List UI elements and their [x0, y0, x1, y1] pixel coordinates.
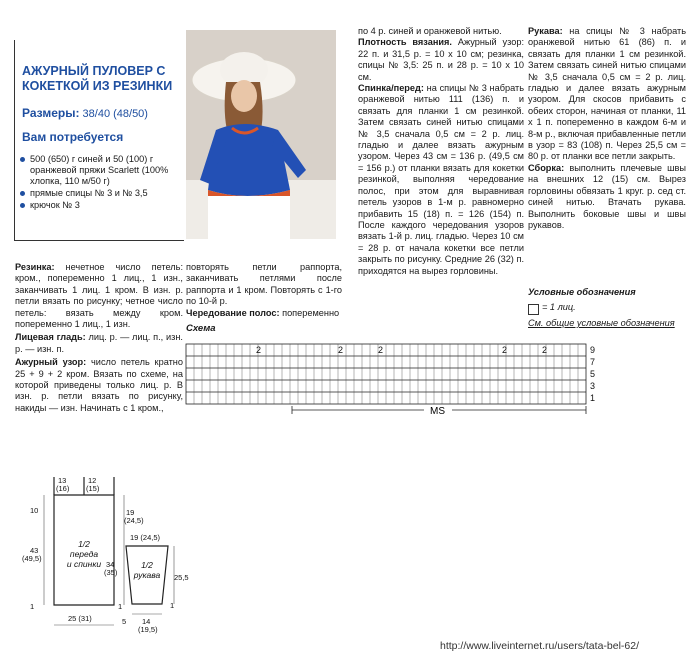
dim-left-main-alt: (49,5): [22, 554, 42, 563]
dim-sleeve-right-bottom: 1: [170, 601, 175, 610]
text-column-2: [186, 262, 342, 319]
term-rib: Резинка:: [15, 262, 55, 272]
legend-link[interactable]: См. общие условные обозначения: [528, 318, 675, 328]
dim-top-right: 12: [88, 476, 97, 485]
ms-label: MS: [430, 406, 445, 417]
para-gauge: [358, 37, 524, 83]
term-assembly: Сборка:: [528, 162, 565, 173]
term-lace: Ажурный узор:: [15, 357, 87, 368]
dim-right-bottom: 1: [118, 602, 123, 611]
repeat-mark-1: 2: [256, 345, 262, 355]
text-column-3: [358, 26, 524, 277]
text-rib: нечетное число петель: кром., попеременно 1 лиц., 1 изн., заканчивать 1 лиц. 1 кром. В изн. р. петли вязать по рисунку; четное число петель: вязать между кром. попеременно 1 лиц., 1 изн.: [15, 262, 183, 330]
dim-sleeve-bottom: 14: [142, 617, 151, 626]
dim-sleeve-bottom-alt: (19,5): [138, 625, 158, 634]
dim-top-left-alt: (16): [56, 484, 70, 493]
dim-right-top: 19: [126, 508, 135, 517]
para-back-front: [358, 83, 524, 277]
para-stripes: [186, 308, 342, 319]
dim-right-mid: 34: [106, 560, 115, 569]
repeat-mark-2: 2: [338, 345, 344, 355]
body-label-1: 1/2: [78, 539, 90, 549]
needs-item-needles: прямые спицы № 3 и № 3,5: [18, 188, 183, 199]
legend-knit-text: = 1 лиц.: [542, 302, 576, 312]
text-sleeves: на спицы № 3 набрать оранжевой нитью 61 (86) п. и связать для планки 1 см резинкой. Затем связать синей нитью спицами № 3,5 сначала 0,5 см = 2 р. лиц. гладью и далее вязать ажурным узором. Для скосов прибавить с обеих сторон, начиная от планки, 11 х 1 п. попеременно в каждом 6-м и 8-м р., включая прибавленные петли в узор = 83 (108) п. Через 25,5 см = 80 р. от планки все петли закрыть.: [528, 26, 686, 162]
row-num-1: 1: [590, 393, 596, 403]
text-column-1: [15, 262, 183, 414]
dim-bottom: 25 (31): [68, 614, 92, 623]
needs-item-yarn: 500 (650) г синей и 50 (100) г оранжевой пряжи Scarlett (100% хлопка, 110 м/50 г): [18, 154, 183, 187]
knitting-chart: [184, 338, 604, 418]
header-divider-horizontal: [14, 240, 184, 241]
row-num-9: 9: [590, 345, 596, 355]
row-num-3: 3: [590, 381, 596, 391]
dim-top-left: 13: [58, 476, 67, 485]
text-stripes: попеременно: [279, 307, 340, 318]
dim-left-main: 43: [30, 546, 39, 555]
text-assembly: выполнить плечевые швы на внешних 12 (15) см. Вырез горловины обвязать 1 круг. р. сед ст. синей нитью. Втачать рукава. Выполнить боковые швы и швы рукавов.: [528, 162, 686, 230]
para-sleeves: [528, 26, 686, 163]
schema-label: Схема: [186, 323, 216, 334]
repeat-mark-5: 2: [542, 345, 548, 355]
dim-top-right-alt: (15): [86, 484, 100, 493]
sizes-label: Размеры:: [22, 106, 80, 120]
term-sleeves: Рукава:: [528, 26, 563, 36]
repeat-mark-3: 2: [378, 345, 384, 355]
row-num-5: 5: [590, 369, 596, 379]
body-label-3: и спинки: [66, 559, 102, 569]
row-num-7: 7: [590, 357, 596, 367]
para-repeat: повторять петли раппорта, заканчивать петлями после раппорта и 1 кром. Повторять с 1-го по 10-й р.: [186, 262, 342, 307]
needs-list: [18, 154, 183, 212]
page-title: АЖУРНЫЙ ПУЛОВЕР С КОКЕТКОЙ ИЗ РЕЗИНКИ: [22, 64, 173, 93]
text-gauge: Ажурный узор: 22 п. и 31,5 р. = 10 х 10 см; резинка, спицы № 3,5: 25 п. и 28 р. = 10 х 10 см.: [358, 37, 524, 82]
para-assembly: [528, 163, 686, 231]
term-gauge: Плотность вязания.: [358, 37, 452, 48]
para-rib: [15, 262, 183, 330]
sizes-value: 38/40 (48/50): [82, 108, 148, 120]
dim-left-top: 10: [30, 506, 39, 515]
dim-sleeve-bottom-left: 5: [122, 617, 127, 626]
model-photo: [186, 30, 336, 239]
dim-sleeve-side: 25,5: [174, 573, 189, 582]
text-stockinette: лиц. р. — лиц. п., изн. р. — изн. п.: [15, 332, 183, 354]
sleeve-label-1: 1/2: [141, 560, 153, 570]
text-lace: число петель кратно 25 + 9 + 2 кром. Вязать по схеме, на которой приведены только лиц. р. В изн. р. петли вязать по рисунку, накиды — изн. Начинать с 1 кром.,: [15, 357, 183, 413]
text-column-4: [528, 26, 686, 231]
dim-left-bottom: 1: [30, 602, 35, 611]
body-label-2: переда: [69, 549, 99, 559]
term-stripes: Чередование полос:: [186, 307, 280, 318]
para-stockinette: [15, 332, 183, 355]
dim-right-top-alt: (24,5): [124, 516, 144, 525]
para-stripes-cont: по 4 р. синей и оранжевой нитью.: [358, 26, 502, 36]
term-back-front: Спинка/перед:: [358, 83, 424, 94]
legend-knit-symbol: [528, 304, 539, 315]
para-lace: [15, 357, 183, 414]
needs-item-hook: крючок № 3: [18, 200, 183, 211]
dim-sleeve-top: 19 (24,5): [130, 533, 161, 542]
repeat-mark-4: 2: [502, 345, 508, 355]
sleeve-label-2: рукава: [133, 570, 161, 580]
legend-title: Условные обозначения: [528, 287, 636, 297]
text-back-front: на спицы № 3 набрать оранжевой нитью 111 (136) п. и связать для планки 1 см резинкой. Затем связать синей нитью спицами № 3,5 сначала 0,5 см = 2 р. лиц. гладью и далее вязать ажурным узором. Через 43 см = 136 р. (49,5 см = 156 р.) от планки вязать для кокетки резинкой, выполняя чередование полос, при этом для выравнивая петель узоров в 1-м р. равномерно прибавить 15 (18) п. = 126 (154) п. После каждого чередования узоров вязать 1-й р. лиц. гладью. Через 10 см = 28 р. от начала кокетки все петли закрыть по рисунку. Средние 26 (32) п. приходятся на вырез горловины.: [358, 83, 524, 276]
needs-title: Вам потребуется: [22, 130, 124, 144]
header-divider-vertical: [14, 40, 15, 240]
model-illustration: [186, 30, 336, 239]
term-stockinette: Лицевая гладь:: [15, 332, 86, 343]
source-url[interactable]: http://www.liveinternet.ru/users/tata-bel-62/: [440, 640, 640, 652]
dim-right-mid-alt: (35): [104, 568, 118, 577]
sleeve-diagram: [118, 530, 198, 635]
sizes: [22, 106, 148, 120]
